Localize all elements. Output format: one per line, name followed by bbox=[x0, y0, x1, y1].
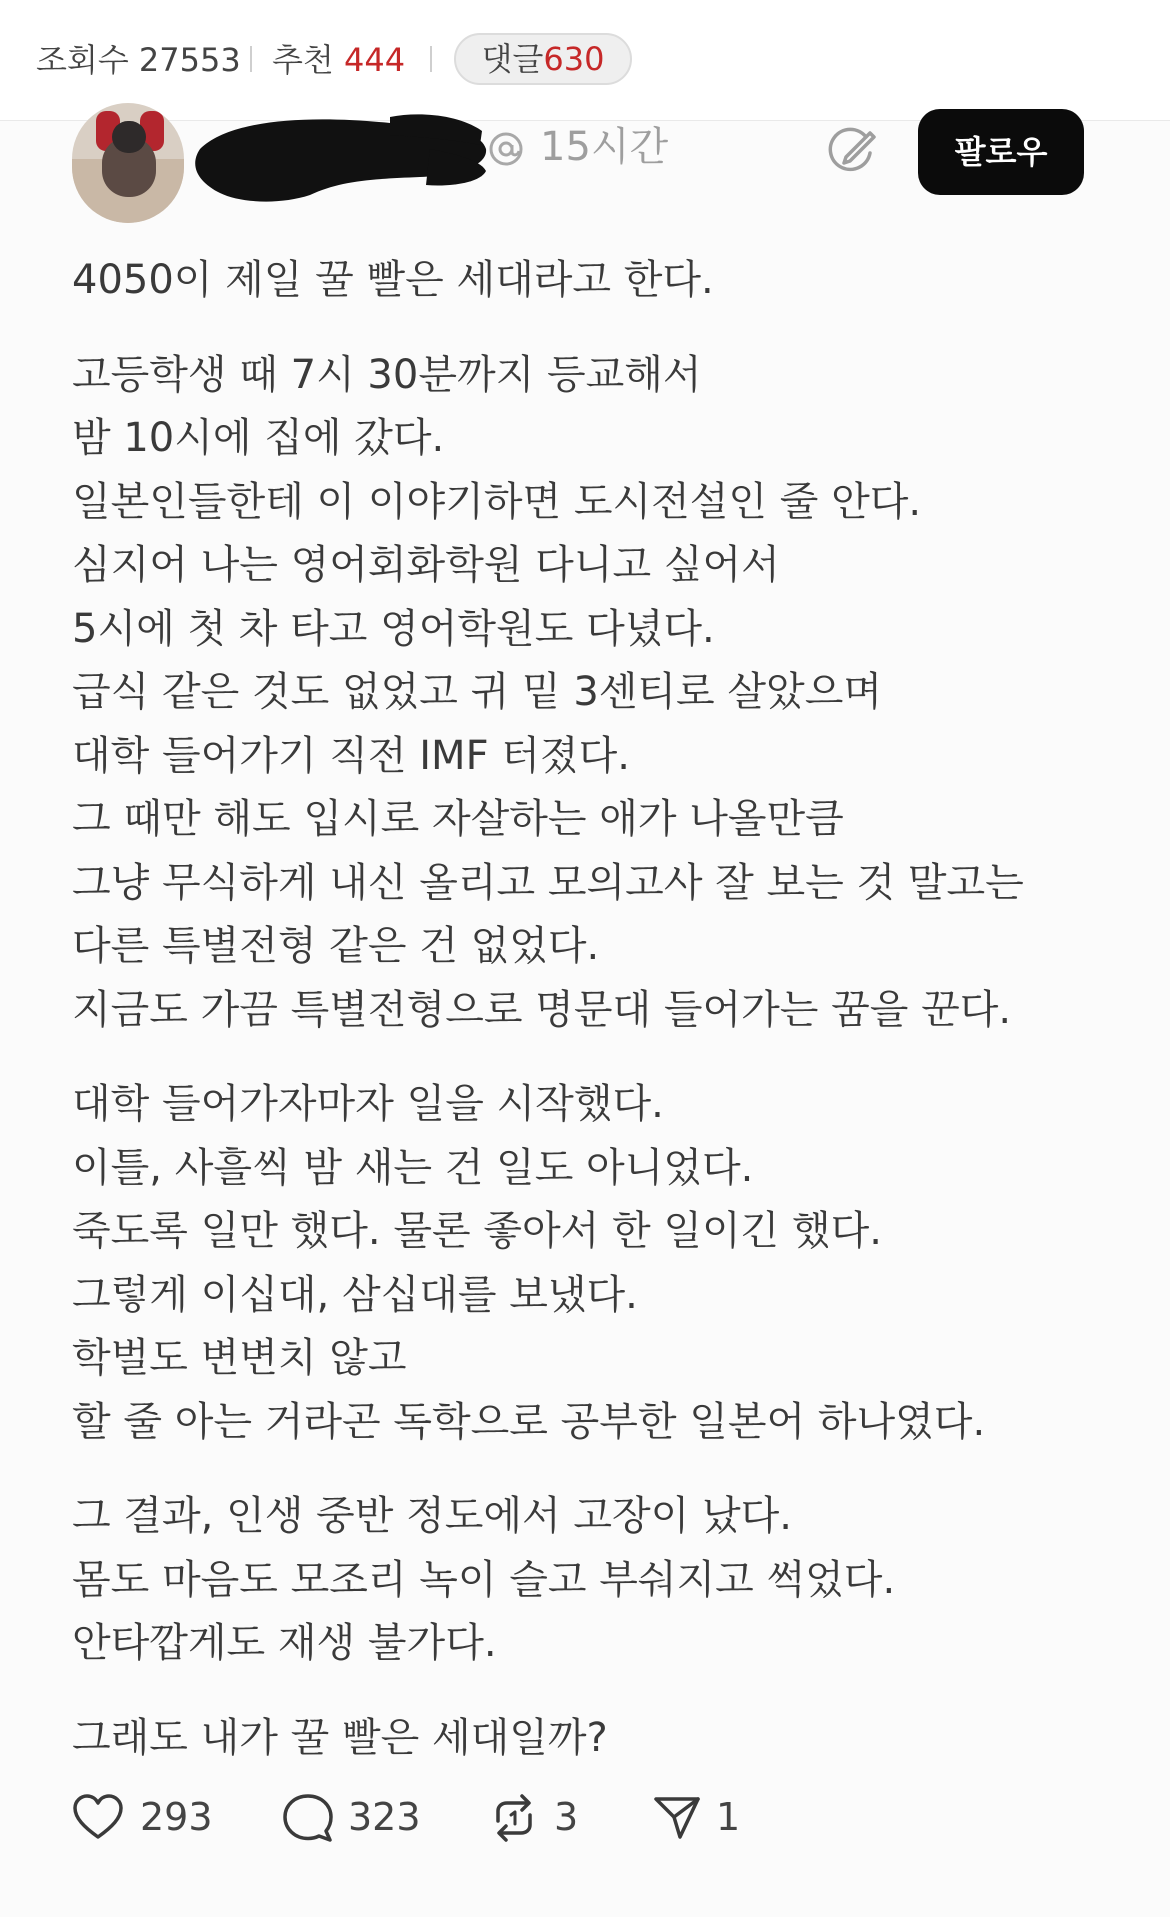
post-text-line: 학벌도 변변치 않고 bbox=[72, 1335, 407, 1381]
comment-button[interactable] bbox=[282, 1787, 432, 1847]
post-time-text: 15시간 bbox=[540, 124, 669, 170]
recommend-count-label: 추천 bbox=[272, 41, 334, 79]
post-text-line: 그 때만 해도 입시로 자살하는 애가 나올만큼 bbox=[72, 796, 844, 842]
paragraph-gap bbox=[72, 1042, 1112, 1073]
post-text-line: 5시에 첫 차 타고 영어학원도 다녔다. bbox=[72, 605, 715, 652]
view-count-label: 조회수 bbox=[36, 41, 129, 79]
post-text-line: 대학 들어가기 직전 IMF 터졌다. bbox=[72, 732, 630, 779]
post-text-line: 이틀, 사흘씩 밤 새는 건 일도 아니었다. bbox=[72, 1144, 754, 1191]
post-text-line: 급식 같은 것도 없었고 귀 밑 3센티로 살았으며 bbox=[72, 669, 882, 715]
post-actions bbox=[0, 1787, 1170, 1847]
post-text-line: 대학 들어가자마자 일을 시작했다. bbox=[72, 1081, 664, 1127]
post-text-line: 지금도 가끔 특별전형으로 명문대 들어가는 꿈을 꾼다. bbox=[72, 986, 1012, 1033]
post-text-line: 다른 특별전형 같은 건 없었다. bbox=[72, 923, 600, 969]
post-text-line: 일본인들한테 이 이야기하면 도시전설인 줄 안다. bbox=[72, 478, 922, 525]
send-icon bbox=[652, 1793, 702, 1841]
heart-icon bbox=[72, 1793, 124, 1841]
paragraph-gap bbox=[72, 1676, 1112, 1707]
view-count bbox=[36, 38, 241, 82]
post-body bbox=[72, 249, 1112, 1770]
avatar[interactable] bbox=[72, 103, 184, 223]
comments-count: 630 bbox=[543, 40, 605, 78]
comments-button[interactable] bbox=[454, 33, 632, 85]
post-text-line: 그 결과, 인생 중반 정도에서 고장이 났다. bbox=[72, 1493, 792, 1539]
recommend-count-value: 444 bbox=[344, 41, 406, 79]
like-count: 293 bbox=[140, 1795, 213, 1839]
post-text-line: 심지어 나는 영어회화학원 다니고 싶어서 bbox=[72, 542, 780, 588]
paragraph-gap bbox=[72, 1454, 1112, 1485]
share-count: 1 bbox=[716, 1795, 741, 1839]
post-text-line: 안타깝게도 재생 불가다. bbox=[72, 1620, 497, 1666]
at-sign-icon bbox=[488, 131, 524, 167]
post-text-line: 몸도 마음도 모조리 녹이 슬고 부숴지고 썩었다. bbox=[72, 1556, 896, 1603]
repost-count: 3 bbox=[554, 1795, 579, 1839]
post-text-line: 4050이 제일 꿀 빨은 세대라고 한다. bbox=[72, 257, 714, 303]
post-stats-bar bbox=[0, 0, 1170, 121]
comment-count: 323 bbox=[348, 1795, 421, 1839]
like-button[interactable] bbox=[72, 1787, 222, 1847]
avatar-dog-face bbox=[112, 121, 146, 153]
post-text-line: 그렇게 이십대, 삼십대를 보냈다. bbox=[72, 1271, 638, 1318]
redacted-username bbox=[190, 109, 490, 205]
post-text-line: 그냥 무식하게 내신 올리고 모의고사 잘 보는 것 말고는 bbox=[72, 859, 1024, 906]
post-text-line: 할 줄 아는 거라곤 독학으로 공부한 일본어 하나였다. bbox=[72, 1398, 986, 1445]
edit-circle-icon[interactable] bbox=[826, 125, 876, 175]
repost-icon bbox=[488, 1793, 540, 1843]
stats-divider bbox=[250, 46, 252, 72]
post-text-line: 고등학생 때 7시 30분까지 등교해서 bbox=[72, 351, 702, 398]
post-text-line: 그래도 내가 꿀 빨은 세대일까? bbox=[72, 1714, 608, 1761]
view-count-value: 27553 bbox=[138, 41, 241, 79]
post-text-line: 밤 10시에 집에 갔다. bbox=[72, 415, 445, 461]
paragraph-gap bbox=[72, 313, 1112, 344]
post-text-line: 죽도록 일만 했다. 물론 좋아서 한 일이긴 했다. bbox=[72, 1208, 882, 1254]
stats-divider bbox=[430, 46, 432, 72]
recommend-count bbox=[272, 38, 405, 82]
repost-button[interactable] bbox=[488, 1787, 598, 1847]
comments-label: 댓글 bbox=[481, 40, 544, 78]
post-card bbox=[0, 121, 1170, 1917]
speech-bubble-icon bbox=[282, 1793, 334, 1843]
follow-button[interactable]: 팔로우 bbox=[918, 109, 1084, 195]
share-button[interactable] bbox=[652, 1787, 752, 1847]
